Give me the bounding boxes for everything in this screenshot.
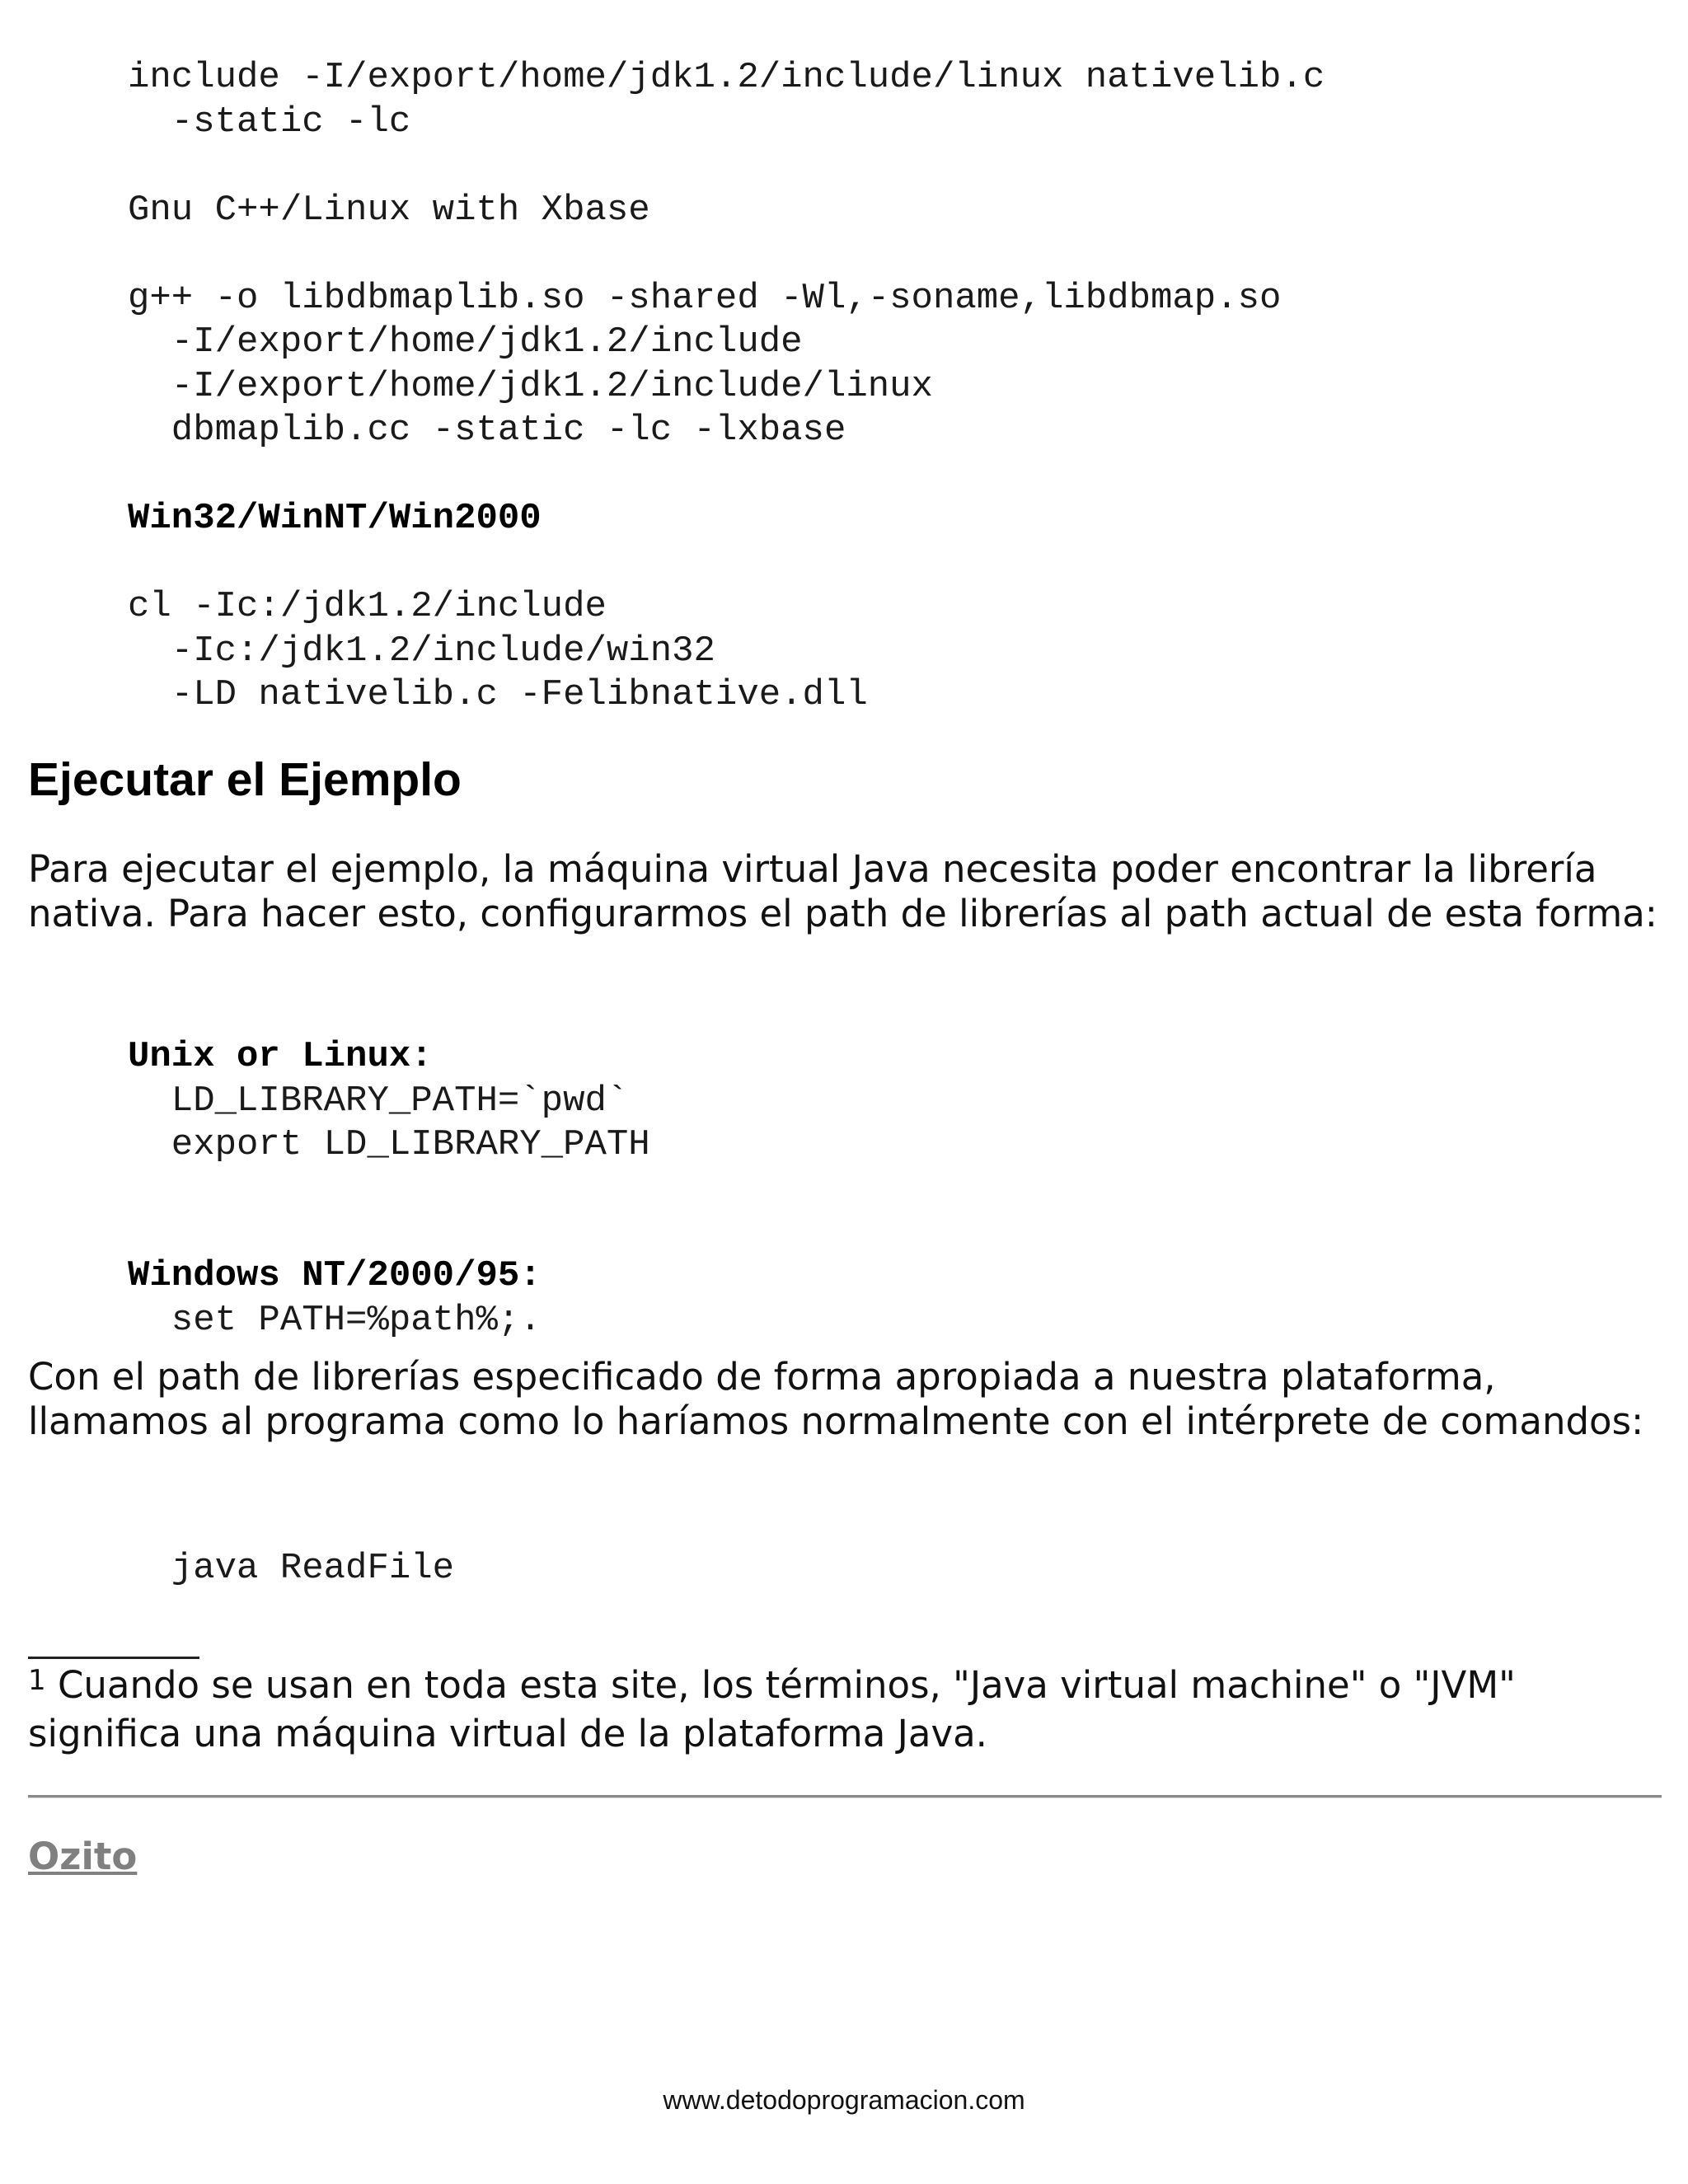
code-line: export LD_LIBRARY_PATH — [128, 1124, 650, 1165]
second-paragraph: Con el path de librerías especificado de forma apropiada a nuestra plataforma, llamamos al programa como lo haríamos normalmente con el intérprete de comandos: — [28, 1355, 1644, 1443]
compile-commands-windows — [128, 497, 868, 718]
horizontal-rule — [28, 1795, 1662, 1798]
section-heading: Ejecutar el Ejemplo — [28, 753, 462, 806]
code-line: -I/export/home/jdk1.2/include — [128, 321, 803, 363]
windows-heading: Windows NT/2000/95: — [128, 1255, 542, 1296]
run-command — [128, 1547, 454, 1591]
windows-commands — [128, 1254, 542, 1343]
win-platform-heading: Win32/WinNT/Win2000 — [128, 498, 542, 539]
ozito-link[interactable]: Ozito — [28, 1835, 138, 1878]
intro-paragraph: Para ejecutar el ejemplo, la máquina virtual Java necesita poder encontrar la librería nativa. Para hacer esto, configurarmos el path de librerías al path actual de esta forma: — [28, 847, 1658, 935]
unix-heading: Unix or Linux: — [128, 1036, 433, 1077]
code-line: include -I/export/home/jdk1.2/include/linux nativelib.c — [128, 57, 1325, 98]
footnote-text: Cuando se usan en toda esta site, los términos, "Java virtual machine" o "JVM" significa una máquina virtual de la plataforma Java. — [28, 1663, 1516, 1755]
footnote — [28, 1663, 1668, 1755]
compile-commands-linux — [128, 56, 1325, 453]
footer-url: www.detodoprogramacion.com — [663, 2085, 1025, 2115]
code-line: set PATH=%path%;. — [128, 1299, 542, 1341]
code-line: -LD nativelib.c -Felibnative.dll — [128, 674, 868, 715]
code-line: cl -Ic:/jdk1.2/include — [128, 586, 607, 627]
code-line: -Ic:/jdk1.2/include/win32 — [128, 630, 715, 672]
code-line: LD_LIBRARY_PATH=`pwd` — [128, 1080, 629, 1122]
footnote-marker: 1 — [28, 1664, 46, 1697]
unix-commands — [128, 1035, 650, 1168]
code-line: -I/export/home/jdk1.2/include/linux — [128, 365, 933, 407]
code-line: Gnu C++/Linux with Xbase — [128, 189, 650, 231]
code-line: java ReadFile — [128, 1548, 455, 1589]
code-line: dbmaplib.cc -static -lc -lxbase — [128, 410, 846, 451]
footnote-separator — [28, 1657, 199, 1659]
code-line: g++ -o libdbmaplib.so -shared -Wl,-soname,libdbmap.so — [128, 277, 1282, 319]
code-line: -static -lc — [128, 101, 411, 143]
